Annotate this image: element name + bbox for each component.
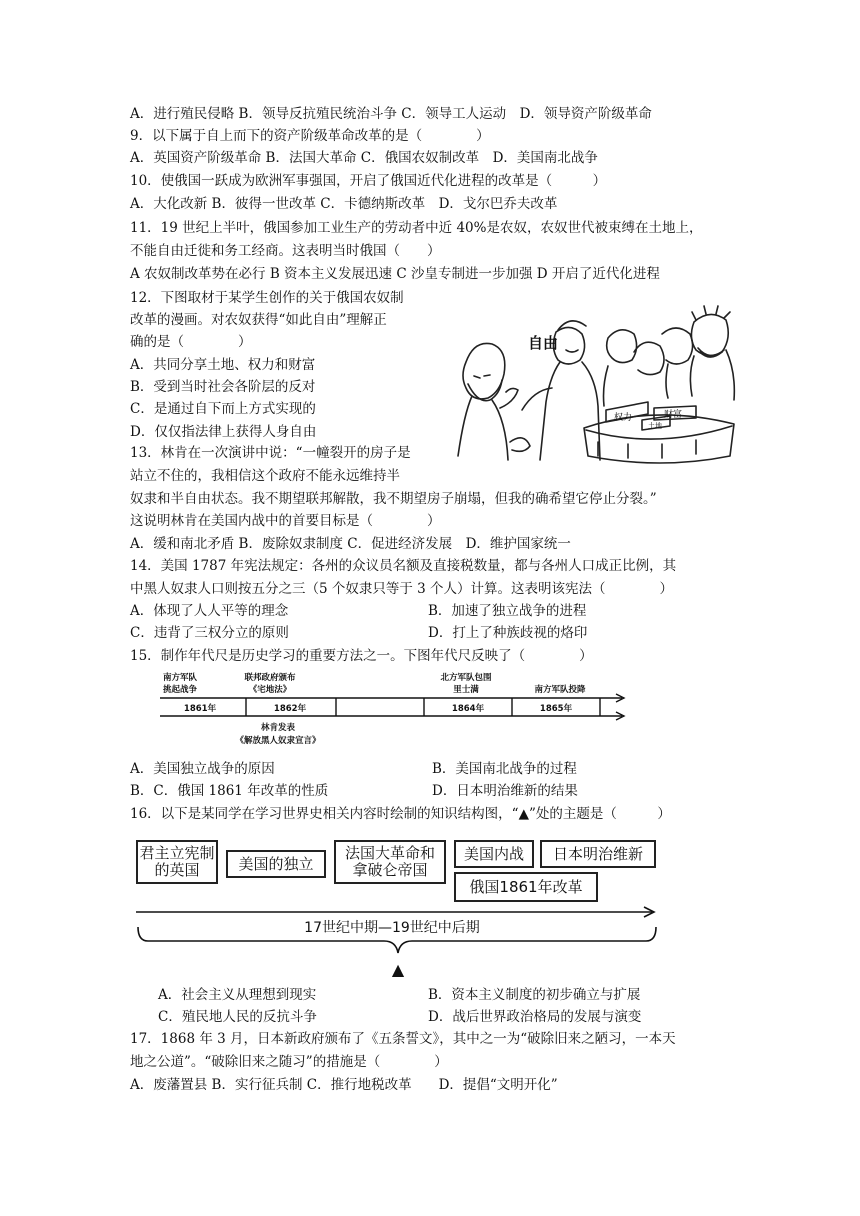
period-bracket bbox=[130, 832, 670, 982]
q8-options: A．进行殖民侵略 B．领导反抗殖民统治斗争 C．领导工人运动 D．领导资产阶级革命 bbox=[130, 106, 652, 122]
q15-option-c: B．C．俄国 1861 年改革的性质 bbox=[130, 783, 329, 799]
q11-stem-line2: 不能自由迁徙和务工经商。这表明当时俄国（ ） bbox=[130, 243, 441, 259]
civil-war-timeline bbox=[160, 672, 630, 752]
q10-stem: 10．使俄国一跃成为欧洲军事强国，开启了俄国近代化进程的改革是（ ） bbox=[130, 173, 607, 189]
timeline-bottom-line1: 林肯发表 bbox=[260, 723, 296, 733]
cartoon-land-label: 土地 bbox=[648, 422, 662, 430]
q13-stem-line3: 奴隶和半自由状态。我不期望联邦解散，我不期望房子崩塌，但我的确希望它停止分裂。” bbox=[130, 491, 657, 507]
q13-options: A．缓和南北矛盾 B．废除奴隶制度 C．促进经济发展 D．维护国家统一 bbox=[130, 536, 571, 552]
serf-freedom-cartoon bbox=[448, 292, 748, 470]
q14-option-c: C．违背了三权分立的原则 bbox=[130, 625, 289, 641]
box-american-independence: 美国的独立 bbox=[226, 850, 326, 878]
box-meiji-restoration: 日本明治维新 bbox=[540, 840, 656, 868]
timeline-event-1861-line1: 南方军队 bbox=[162, 673, 198, 683]
q15-stem: 15．制作年代尺是历史学习的重要方法之一。下图年代尺反映了（ ） bbox=[130, 648, 593, 664]
q14-option-b: B．加速了独立战争的进程 bbox=[428, 603, 587, 619]
q14-option-a: A．体现了人人平等的理念 bbox=[130, 603, 289, 619]
q9-stem: 9．以下属于自上而下的资产阶级革命改革的是（ ） bbox=[130, 128, 490, 144]
q16-option-c: C．殖民地人民的反抗斗争 bbox=[158, 1009, 317, 1025]
q12-option-d: D．仅仅指法律上获得人身自由 bbox=[130, 424, 317, 440]
q11-stem-line1: 11．19 世纪上半叶，俄国参加工业生产的劳动者中近 40%是农奴，农奴世代被束缚在土地上， bbox=[130, 220, 703, 236]
q13-stem-line1: 13．林肯在一次演讲中说：“一幢裂开的房子是 bbox=[130, 445, 411, 461]
knowledge-structure-diagram bbox=[130, 832, 670, 982]
q14-option-d: D．打上了种族歧视的烙印 bbox=[428, 625, 588, 641]
cartoon-freedom-label: 自由 bbox=[528, 334, 559, 352]
q12-option-c: C．是通过自下而上方式实现的 bbox=[130, 401, 316, 417]
q16-option-a: A．社会主义从理想到现实 bbox=[158, 987, 317, 1003]
timeline-year-1862: 1862年 bbox=[273, 704, 307, 714]
timeline-event-1864-line1: 北方军队包围 bbox=[440, 673, 492, 683]
q16-option-b: B．资本主义制度的初步确立与扩展 bbox=[428, 987, 641, 1003]
q14-stem-line1: 14．美国 1787 年宪法规定：各州的众议员名额及直接税数量，都与各州人口成正比例，其 bbox=[130, 558, 677, 574]
q16-option-d: D．战后世界政治格局的发展与演变 bbox=[428, 1009, 642, 1025]
q17-stem-line2: 地之公道”。“破除旧来之随习”的措施是（ ） bbox=[130, 1054, 448, 1070]
timeline-year-1864: 1864年 bbox=[451, 704, 485, 714]
box-russia-1861-reform: 俄国1861年改革 bbox=[454, 872, 598, 902]
q9-options: A．英国资产阶级革命 B．法国大革命 C．俄国农奴制改革 D．美国南北战争 bbox=[130, 150, 598, 166]
q12-option-b: B．受到当时社会各阶层的反对 bbox=[130, 379, 316, 395]
triangle-marker: ▲ bbox=[391, 960, 405, 979]
timeline-event-1865: 南方军队投降 bbox=[534, 685, 586, 695]
q17-stem-line1: 17．1868 年 3 月，日本新政府颁布了《五条誓文》，其中之一为“破除旧来之陋习，一本天 bbox=[130, 1031, 676, 1047]
timeline-bottom-line2: 《解放黑人奴隶宣言》 bbox=[235, 736, 321, 746]
q12-stem-line3: 确的是（ ） bbox=[130, 334, 252, 350]
q13-stem-line2: 站立不住的，我相信这个政府不能永远维持半 bbox=[130, 468, 400, 484]
cartoon-power-label: 权力 bbox=[614, 413, 633, 423]
timeline-event-1862-line1: 联邦政府颁布 bbox=[244, 673, 296, 683]
q12-stem-line2: 改革的漫画。对农奴获得“如此自由”理解正 bbox=[130, 312, 387, 328]
timeline-event-1862-line2: 《宅地法》 bbox=[248, 685, 292, 695]
timeline-event-1864-line2: 里士满 bbox=[453, 685, 479, 695]
q10-options: A．大化改新 B．彼得一世改革 C．卡德纳斯改革 D．戈尔巴乔夫改革 bbox=[130, 196, 558, 212]
q13-stem-line4: 这说明林肯在美国内战中的首要目标是（ ） bbox=[130, 513, 441, 529]
timeline-event-1861-line2: 挑起战争 bbox=[162, 685, 198, 695]
q12-option-a: A．共同分享土地、权力和财富 bbox=[130, 357, 316, 373]
period-label: 17世纪中期—19世纪中后期 bbox=[304, 920, 480, 936]
box-british-constitutional-monarchy: 君主立宪制的英国 bbox=[136, 840, 218, 884]
q16-stem: 16．以下是某同学在学习世界史相关内容时绘制的知识结构图，“▲”处的主题是（ ） bbox=[130, 806, 671, 822]
timeline-year-1865: 1865年 bbox=[539, 704, 573, 714]
box-french-revolution-napoleon: 法国大革命和拿破仑帝国 bbox=[334, 840, 446, 884]
q11-options: A 农奴制改革势在必行 B 资本主义发展迅速 C 沙皇专制进一步加强 D 开启了近代化进程 bbox=[130, 266, 660, 282]
q14-stem-line2: 中黑人奴隶人口则按五分之三（5 个奴隶只等于 3 个人）计算。这表明该宪法（ ） bbox=[130, 581, 674, 597]
box-american-civil-war: 美国内战 bbox=[454, 840, 534, 868]
q15-option-b: B．美国南北战争的过程 bbox=[432, 761, 577, 777]
q17-options: A．废藩置县 B．实行征兵制 C．推行地税改革 D．提倡“文明开化” bbox=[130, 1077, 558, 1093]
cartoon-wealth-label: 财富 bbox=[664, 410, 683, 420]
q12-stem-line1: 12．下图取材于某学生创作的关于俄国农奴制 bbox=[130, 290, 404, 306]
q15-option-d: D．日本明治维新的结果 bbox=[432, 783, 578, 799]
q15-option-a: A．美国独立战争的原因 bbox=[130, 761, 275, 777]
timeline-year-1861: 1861年 bbox=[183, 704, 217, 714]
